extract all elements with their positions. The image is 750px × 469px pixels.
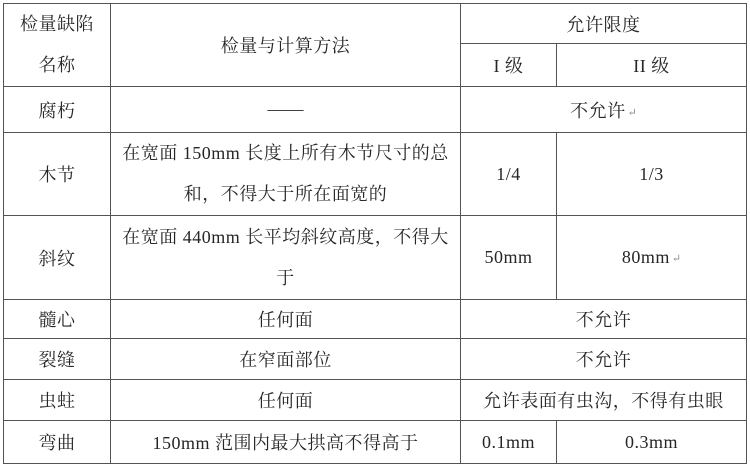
table-row-warp	[4, 421, 747, 464]
return-mark: ↵	[671, 253, 682, 265]
header-limit-cell: 允许限度	[461, 4, 747, 44]
defect-name-cell: 弯曲	[4, 421, 111, 464]
table-row-pith	[4, 300, 747, 339]
defect-name-cell: 斜纹	[4, 216, 111, 300]
defect-name-cell: 髓心	[4, 300, 111, 339]
grade2-value-cell	[557, 216, 747, 300]
limit-text: 不允许	[570, 100, 626, 121]
header-grade1-cell: I 级	[461, 44, 557, 87]
defect-name-cell: 腐朽	[4, 87, 111, 133]
header-defect-line2: 名称	[38, 55, 76, 75]
table-row-cracks	[4, 339, 747, 380]
method-line1: 在宽面 150mm 长度上所有木节尺寸的总	[122, 143, 449, 163]
header-row-1	[4, 4, 747, 44]
method-cell: 任何面	[111, 380, 461, 421]
method-line2: 和，不得大于所在面宽的	[183, 184, 388, 204]
method-cell: 任何面	[111, 300, 461, 339]
grade1-value-cell: 1/4	[461, 133, 557, 216]
method-cell	[111, 216, 461, 300]
method-cell: 150mm 范围内最大拱高不得高于	[111, 421, 461, 464]
grade2-value-cell: 1/3	[557, 133, 747, 216]
grade1-value-cell: 0.1mm	[461, 421, 557, 464]
table-row-slope-grain	[4, 216, 747, 300]
limit-merged-cell: 允许表面有虫沟，不得有虫眼	[461, 380, 747, 421]
return-mark: ↵	[627, 106, 637, 119]
table-row-insect-damage	[4, 380, 747, 421]
method-cell	[111, 133, 461, 216]
header-defect-line1: 检量缺陷	[20, 14, 94, 34]
limit-merged-cell: 不允许	[461, 339, 747, 380]
grade1-value-cell: 50mm	[461, 216, 557, 300]
grade2-value: 80mm	[621, 247, 670, 267]
table-row-knots	[4, 133, 747, 216]
header-grade2-cell: II 级	[557, 44, 747, 87]
limit-merged-cell	[461, 87, 747, 133]
table-row-decay	[4, 87, 747, 133]
defect-name-cell: 虫蛀	[4, 380, 111, 421]
defect-name-cell: 裂缝	[4, 339, 111, 380]
defect-name-cell: 木节	[4, 133, 111, 216]
method-line2: 于	[276, 267, 295, 288]
method-cell: ——	[111, 87, 461, 133]
grade2-value-cell: 0.3mm	[557, 421, 747, 464]
method-line1: 在宽面 440mm 长平均斜纹高度，不得大	[122, 226, 449, 247]
inspection-limits-table	[3, 3, 747, 464]
header-defect-name-cell	[4, 4, 111, 87]
method-cell: 在窄面部位	[111, 339, 461, 380]
header-method-cell: 检量与计算方法	[111, 4, 461, 87]
limit-merged-cell: 不允许	[461, 300, 747, 339]
